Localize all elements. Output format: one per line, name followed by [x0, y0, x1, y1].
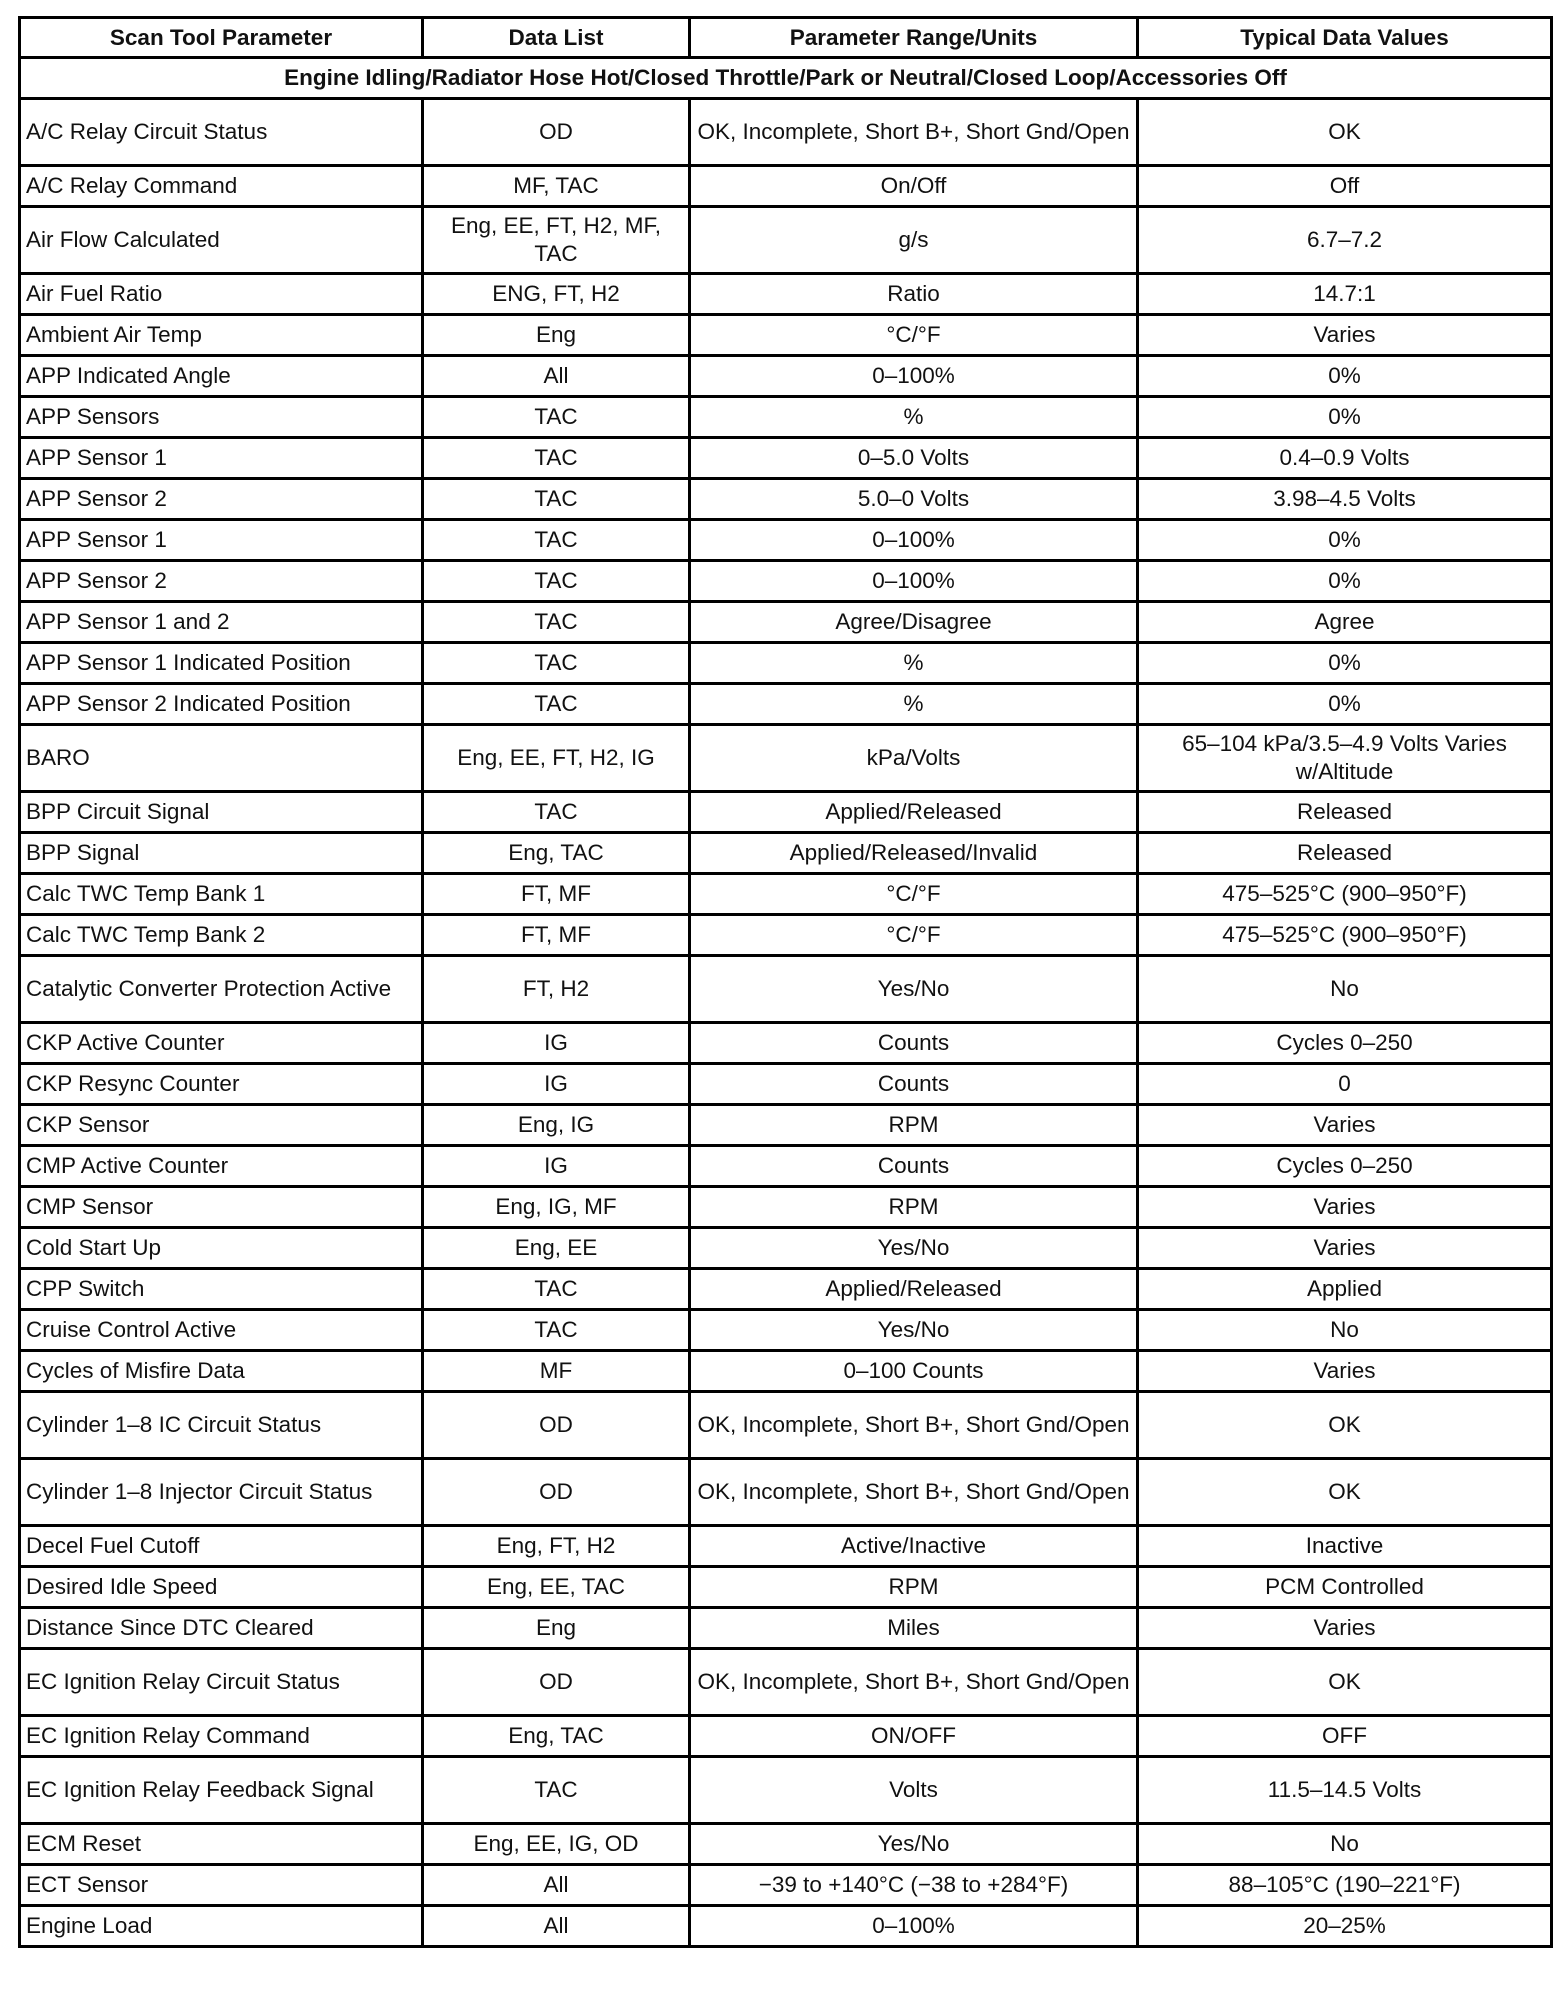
range-units-cell: g/s [690, 207, 1138, 274]
typical-value-cell: 14.7:1 [1138, 274, 1552, 315]
typical-value-cell: Cycles 0–250 [1138, 1146, 1552, 1187]
parameter-cell: APP Sensor 1 Indicated Position [20, 643, 423, 684]
table-row [20, 725, 1552, 792]
range-units-cell: Ratio [690, 274, 1138, 315]
parameter-cell: APP Sensor 1 [20, 438, 423, 479]
range-units-cell: Yes/No [690, 1228, 1138, 1269]
parameter-cell: EC Ignition Relay Command [20, 1716, 423, 1757]
range-units-cell: Volts [690, 1757, 1138, 1824]
typical-value-cell: 3.98–4.5 Volts [1138, 479, 1552, 520]
range-units-cell: 0–5.0 Volts [690, 438, 1138, 479]
table-row [20, 99, 1552, 166]
typical-value-cell: OK [1138, 1392, 1552, 1459]
header-row [20, 18, 1552, 58]
table-row [20, 874, 1552, 915]
parameter-cell: Cruise Control Active [20, 1310, 423, 1351]
range-units-cell: kPa/Volts [690, 725, 1138, 792]
range-units-cell: Active/Inactive [690, 1526, 1138, 1567]
table-row [20, 1146, 1552, 1187]
range-units-cell: Applied/Released/Invalid [690, 833, 1138, 874]
typical-value-cell: Agree [1138, 602, 1552, 643]
table-row [20, 1228, 1552, 1269]
typical-value-cell: OK [1138, 99, 1552, 166]
parameter-cell: ECM Reset [20, 1824, 423, 1865]
data-list-cell: OD [423, 99, 690, 166]
range-units-cell: RPM [690, 1105, 1138, 1146]
table-row [20, 397, 1552, 438]
range-units-cell: 0–100% [690, 561, 1138, 602]
range-units-cell: OK, Incomplete, Short B+, Short Gnd/Open [690, 1459, 1138, 1526]
data-list-cell: FT, H2 [423, 956, 690, 1023]
range-units-cell: Applied/Released [690, 792, 1138, 833]
data-list-cell: TAC [423, 561, 690, 602]
data-list-cell: TAC [423, 1757, 690, 1824]
typical-value-cell: 0% [1138, 561, 1552, 602]
condition-row [20, 58, 1552, 99]
parameter-cell: Cylinder 1–8 IC Circuit Status [20, 1392, 423, 1459]
data-list-cell: FT, MF [423, 915, 690, 956]
table-row [20, 1351, 1552, 1392]
parameter-cell: BARO [20, 725, 423, 792]
typical-value-cell: Released [1138, 792, 1552, 833]
typical-value-cell: PCM Controlled [1138, 1567, 1552, 1608]
table-row [20, 1526, 1552, 1567]
parameter-cell: CMP Sensor [20, 1187, 423, 1228]
parameter-cell: APP Sensor 2 [20, 479, 423, 520]
typical-value-cell: OFF [1138, 1716, 1552, 1757]
parameter-cell: CKP Sensor [20, 1105, 423, 1146]
data-list-cell: TAC [423, 438, 690, 479]
range-units-cell: 0–100 Counts [690, 1351, 1138, 1392]
parameter-cell: A/C Relay Command [20, 166, 423, 207]
header-parameter-range-units: Parameter Range/Units [690, 18, 1138, 58]
data-list-cell: Eng [423, 1608, 690, 1649]
range-units-cell: % [690, 684, 1138, 725]
table-row [20, 1824, 1552, 1865]
typical-value-cell: 0% [1138, 356, 1552, 397]
parameter-cell: APP Sensor 1 and 2 [20, 602, 423, 643]
typical-value-cell: Inactive [1138, 1526, 1552, 1567]
parameter-cell: CKP Resync Counter [20, 1064, 423, 1105]
parameter-cell: Engine Load [20, 1906, 423, 1947]
table-row [20, 1865, 1552, 1906]
range-units-cell: On/Off [690, 166, 1138, 207]
table-row [20, 1105, 1552, 1146]
data-list-cell: IG [423, 1146, 690, 1187]
parameter-cell: EC Ignition Relay Circuit Status [20, 1649, 423, 1716]
table-row [20, 1269, 1552, 1310]
table-row [20, 1023, 1552, 1064]
typical-value-cell: 0% [1138, 520, 1552, 561]
parameter-cell: APP Sensors [20, 397, 423, 438]
typical-value-cell: Varies [1138, 1187, 1552, 1228]
typical-value-cell: 0.4–0.9 Volts [1138, 438, 1552, 479]
parameter-cell: A/C Relay Circuit Status [20, 99, 423, 166]
range-units-cell: RPM [690, 1187, 1138, 1228]
data-list-cell: Eng, FT, H2 [423, 1526, 690, 1567]
typical-value-cell: Varies [1138, 1351, 1552, 1392]
typical-value-cell: 475–525°C (900–950°F) [1138, 915, 1552, 956]
range-units-cell: 0–100% [690, 1906, 1138, 1947]
range-units-cell: % [690, 397, 1138, 438]
typical-value-cell: 0% [1138, 397, 1552, 438]
data-list-cell: OD [423, 1392, 690, 1459]
parameter-cell: Distance Since DTC Cleared [20, 1608, 423, 1649]
data-list-cell: Eng, EE, FT, H2, IG [423, 725, 690, 792]
typical-value-cell: Varies [1138, 1228, 1552, 1269]
data-list-cell: Eng, TAC [423, 1716, 690, 1757]
range-units-cell: 0–100% [690, 356, 1138, 397]
table-row [20, 520, 1552, 561]
table-row [20, 1716, 1552, 1757]
range-units-cell: Yes/No [690, 956, 1138, 1023]
range-units-cell: OK, Incomplete, Short B+, Short Gnd/Open [690, 1649, 1138, 1716]
typical-value-cell: No [1138, 1310, 1552, 1351]
range-units-cell: ON/OFF [690, 1716, 1138, 1757]
range-units-cell: °C/°F [690, 874, 1138, 915]
data-list-cell: All [423, 1865, 690, 1906]
range-units-cell: °C/°F [690, 915, 1138, 956]
data-list-cell: TAC [423, 643, 690, 684]
data-list-cell: IG [423, 1064, 690, 1105]
parameter-cell: ECT Sensor [20, 1865, 423, 1906]
data-list-cell: TAC [423, 1269, 690, 1310]
data-list-cell: TAC [423, 397, 690, 438]
table-row [20, 166, 1552, 207]
scan-tool-data-table [18, 16, 1553, 1948]
data-list-cell: OD [423, 1459, 690, 1526]
range-units-cell: Counts [690, 1023, 1138, 1064]
range-units-cell: RPM [690, 1567, 1138, 1608]
table-row [20, 956, 1552, 1023]
parameter-cell: Desired Idle Speed [20, 1567, 423, 1608]
typical-value-cell: 0% [1138, 643, 1552, 684]
typical-value-cell: Released [1138, 833, 1552, 874]
data-list-cell: Eng [423, 315, 690, 356]
range-units-cell: Miles [690, 1608, 1138, 1649]
table-row [20, 315, 1552, 356]
range-units-cell: OK, Incomplete, Short B+, Short Gnd/Open [690, 99, 1138, 166]
table-row [20, 479, 1552, 520]
range-units-cell: Yes/No [690, 1310, 1138, 1351]
typical-value-cell: 11.5–14.5 Volts [1138, 1757, 1552, 1824]
range-units-cell: % [690, 643, 1138, 684]
data-list-cell: TAC [423, 1310, 690, 1351]
header-typical-data-values: Typical Data Values [1138, 18, 1552, 58]
table-row [20, 1064, 1552, 1105]
range-units-cell: Yes/No [690, 1824, 1138, 1865]
data-list-cell: TAC [423, 479, 690, 520]
data-list-cell: Eng, EE, IG, OD [423, 1824, 690, 1865]
parameter-cell: Cycles of Misfire Data [20, 1351, 423, 1392]
typical-value-cell: Cycles 0–250 [1138, 1023, 1552, 1064]
data-list-cell: IG [423, 1023, 690, 1064]
parameter-cell: Decel Fuel Cutoff [20, 1526, 423, 1567]
typical-value-cell: OK [1138, 1459, 1552, 1526]
range-units-cell: 5.0–0 Volts [690, 479, 1138, 520]
table-row [20, 792, 1552, 833]
typical-value-cell: Varies [1138, 1105, 1552, 1146]
parameter-cell: CMP Active Counter [20, 1146, 423, 1187]
parameter-cell: CKP Active Counter [20, 1023, 423, 1064]
data-list-cell: TAC [423, 792, 690, 833]
table-row [20, 274, 1552, 315]
parameter-cell: Cylinder 1–8 Injector Circuit Status [20, 1459, 423, 1526]
typical-value-cell: Off [1138, 166, 1552, 207]
data-list-cell: OD [423, 1649, 690, 1716]
range-units-cell: Agree/Disagree [690, 602, 1138, 643]
typical-value-cell: No [1138, 956, 1552, 1023]
parameter-cell: APP Sensor 2 Indicated Position [20, 684, 423, 725]
data-list-cell: Eng, EE, FT, H2, MF, TAC [423, 207, 690, 274]
data-list-cell: Eng, IG [423, 1105, 690, 1146]
typical-value-cell: 88–105°C (190–221°F) [1138, 1865, 1552, 1906]
table-row [20, 1392, 1552, 1459]
typical-value-cell: Varies [1138, 1608, 1552, 1649]
table-row [20, 1608, 1552, 1649]
typical-value-cell: 6.7–7.2 [1138, 207, 1552, 274]
data-list-cell: TAC [423, 684, 690, 725]
data-list-cell: TAC [423, 520, 690, 561]
typical-value-cell: 0% [1138, 684, 1552, 725]
table-row [20, 915, 1552, 956]
parameter-cell: Catalytic Converter Protection Active [20, 956, 423, 1023]
table-row [20, 561, 1552, 602]
parameter-cell: BPP Circuit Signal [20, 792, 423, 833]
range-units-cell: OK, Incomplete, Short B+, Short Gnd/Open [690, 1392, 1138, 1459]
data-list-cell: All [423, 1906, 690, 1947]
data-list-cell: MF, TAC [423, 166, 690, 207]
typical-value-cell: 475–525°C (900–950°F) [1138, 874, 1552, 915]
table-row [20, 1757, 1552, 1824]
parameter-cell: Calc TWC Temp Bank 2 [20, 915, 423, 956]
range-units-cell: °C/°F [690, 315, 1138, 356]
parameter-cell: Air Flow Calculated [20, 207, 423, 274]
table-row [20, 1649, 1552, 1716]
typical-value-cell: Varies [1138, 315, 1552, 356]
header-data-list: Data List [423, 18, 690, 58]
header-scan-tool-parameter: Scan Tool Parameter [20, 18, 423, 58]
parameter-cell: APP Sensor 2 [20, 561, 423, 602]
typical-value-cell: OK [1138, 1649, 1552, 1716]
table-row [20, 207, 1552, 274]
parameter-cell: EC Ignition Relay Feedback Signal [20, 1757, 423, 1824]
parameter-cell: Ambient Air Temp [20, 315, 423, 356]
typical-value-cell: 0 [1138, 1064, 1552, 1105]
table-row [20, 1567, 1552, 1608]
table-row [20, 356, 1552, 397]
table-row [20, 1310, 1552, 1351]
data-list-cell: ENG, FT, H2 [423, 274, 690, 315]
data-list-cell: Eng, IG, MF [423, 1187, 690, 1228]
table-row [20, 602, 1552, 643]
range-units-cell: 0–100% [690, 520, 1138, 561]
table-row [20, 833, 1552, 874]
typical-value-cell: Applied [1138, 1269, 1552, 1310]
parameter-cell: Calc TWC Temp Bank 1 [20, 874, 423, 915]
data-list-cell: FT, MF [423, 874, 690, 915]
parameter-cell: Cold Start Up [20, 1228, 423, 1269]
table-row [20, 1187, 1552, 1228]
typical-value-cell: No [1138, 1824, 1552, 1865]
parameter-cell: BPP Signal [20, 833, 423, 874]
table-row [20, 1459, 1552, 1526]
table-row [20, 438, 1552, 479]
parameter-cell: APP Sensor 1 [20, 520, 423, 561]
condition-text: Engine Idling/Radiator Hose Hot/Closed Throttle/Park or Neutral/Closed Loop/Accessories Off [20, 58, 1552, 99]
range-units-cell: Applied/Released [690, 1269, 1138, 1310]
data-list-cell: Eng, EE [423, 1228, 690, 1269]
table-row [20, 643, 1552, 684]
range-units-cell: −39 to +140°C (−38 to +284°F) [690, 1865, 1138, 1906]
range-units-cell: Counts [690, 1146, 1138, 1187]
data-list-cell: MF [423, 1351, 690, 1392]
table-row [20, 684, 1552, 725]
table-row [20, 1906, 1552, 1947]
typical-value-cell: 65–104 kPa/3.5–4.9 Volts Varies w/Altitude [1138, 725, 1552, 792]
parameter-cell: CPP Switch [20, 1269, 423, 1310]
typical-value-cell: 20–25% [1138, 1906, 1552, 1947]
parameter-cell: Air Fuel Ratio [20, 274, 423, 315]
parameter-cell: APP Indicated Angle [20, 356, 423, 397]
data-list-cell: All [423, 356, 690, 397]
data-list-cell: TAC [423, 602, 690, 643]
data-list-cell: Eng, TAC [423, 833, 690, 874]
data-list-cell: Eng, EE, TAC [423, 1567, 690, 1608]
document-page [18, 16, 1550, 1948]
range-units-cell: Counts [690, 1064, 1138, 1105]
